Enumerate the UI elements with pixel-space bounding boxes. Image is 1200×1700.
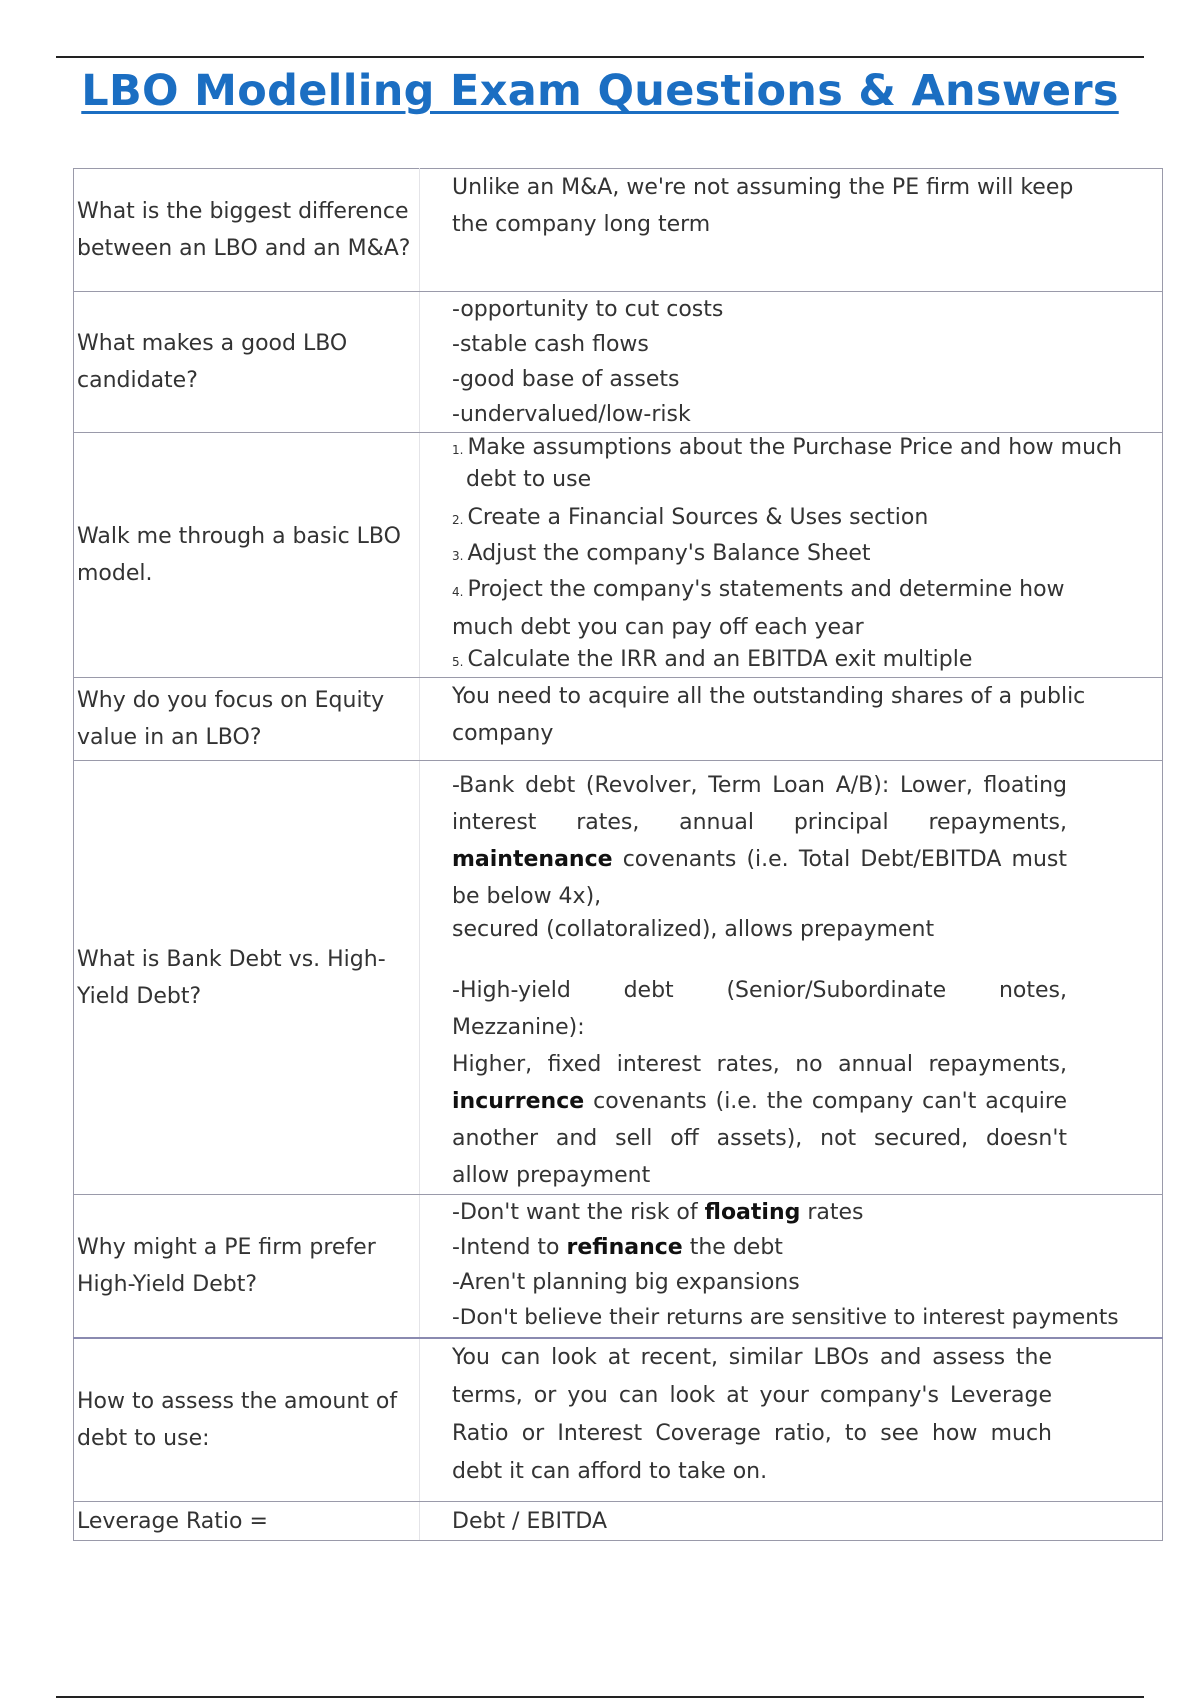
table-row [74,1502,1163,1541]
answer-text: debt it can afford to take on. [452,1459,768,1484]
list-item: 5. Calculate the IRR and an EBITDA exit multiple [452,647,973,672]
table-row [74,761,1163,1195]
high-yield-line: allow prepayment [452,1163,651,1188]
list-item: 2. Create a Financial Sources & Uses section [452,505,929,530]
question-cell: Walk me through a basic LBO model. [74,433,420,678]
high-yield-line: incurrence covenants (i.e. the company can't acquire [452,1089,1067,1114]
table-row [74,1338,1163,1502]
high-yield-line: Higher, fixed interest rates, no annual repayments, [452,1052,1067,1077]
table-row [74,678,1163,761]
bank-debt-line: -Bank debt (Revolver, Term Loan A/B): Lower, floating [452,773,1067,798]
bank-debt-line: interest rates, annual principal repayments, [452,810,1067,835]
answer-cell [420,678,1163,761]
list-item: much debt you can pay off each year [452,615,864,640]
answer-cell [420,1338,1163,1502]
page-title: LBO Modelling Exam Questions & Answers [81,66,1119,116]
answer-cell [420,433,1163,678]
answer-text: You need to acquire all the outstanding shares of a public company [452,684,1086,746]
question-cell: Why do you focus on Equity value in an LBO? [74,678,420,761]
answer-text: You can look at recent, similar LBOs and assess the [452,1345,1052,1370]
list-item: -undervalued/low-risk [452,402,691,427]
answer-cell [420,1195,1163,1339]
answer-cell [420,292,1163,433]
question-cell: How to assess the amount of debt to use: [74,1338,420,1502]
qa-table [73,168,1163,1541]
list-item: 1. Make assumptions about the Purchase Price and how much debt to use [452,435,1123,492]
top-rule [56,56,1144,58]
answer-cell [420,761,1163,1195]
answer-cell [420,1502,1163,1541]
question-cell: Leverage Ratio = [74,1502,420,1541]
list-item: -opportunity to cut costs [452,297,724,322]
answer-cell [420,169,1163,292]
list-item: -Don't believe their returns are sensitive to interest payments [452,1305,1119,1330]
table-row [74,169,1163,292]
answer-text: Unlike an M&A, we're not assuming the PE firm will keep the company long term [452,175,1074,237]
list-item: -good base of assets [452,367,680,392]
bank-debt-line: be below 4x), [452,884,602,909]
table-row [74,433,1163,678]
bank-debt-line: secured (collatoralized), allows prepayment [452,917,935,942]
list-item: -stable cash flows [452,332,649,357]
list-item: -Aren't planning big expansions [452,1270,800,1295]
answer-text: Debt / EBITDA [452,1508,607,1534]
high-yield-line: -High-yield debt (Senior/Subordinate notes, Mezzanine): [452,978,1067,1040]
list-item: 4. Project the company's statements and determine how [452,577,1065,602]
bank-debt-line: maintenance covenants (i.e. Total Debt/EBITDA must [452,847,1067,872]
question-cell: What is Bank Debt vs. High-Yield Debt? [74,761,420,1195]
bottom-rule [56,1696,1144,1698]
high-yield-line: another and sell off assets), not secured, doesn't [452,1126,1067,1151]
table-row [74,292,1163,433]
answer-text: Ratio or Interest Coverage ratio, to see how much [452,1421,1052,1446]
list-item: -Intend to refinance the debt [452,1235,783,1260]
list-item: -Don't want the risk of floating rates [452,1200,864,1225]
list-item: 3. Adjust the company's Balance Sheet [452,541,871,566]
answer-text: terms, or you can look at your company's Leverage [452,1383,1052,1408]
question-cell: What is the biggest difference between an LBO and an M&A? [74,169,420,292]
table-row [74,1195,1163,1339]
question-cell: What makes a good LBO candidate? [74,292,420,433]
question-cell: Why might a PE firm prefer High-Yield Debt? [74,1195,420,1339]
